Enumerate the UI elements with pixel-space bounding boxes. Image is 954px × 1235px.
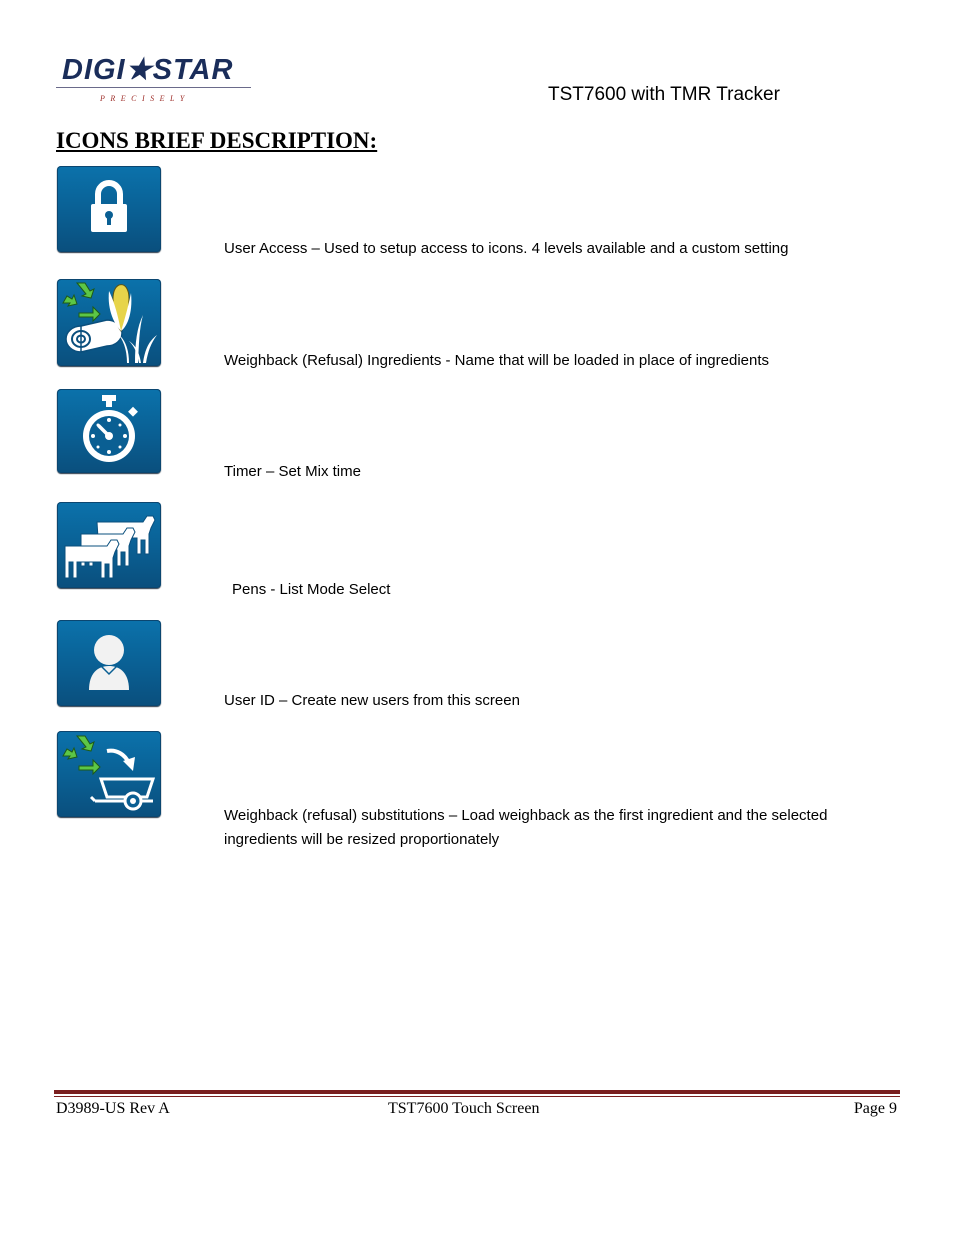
icon-description-timer: Timer – Set Mix time (224, 463, 361, 480)
lock-icon (57, 166, 161, 252)
weighback-ingredients-icon (57, 279, 161, 366)
icon-description-user-id: User ID – Create new users from this screen (224, 692, 520, 709)
footer-doc-title: TST7600 Touch Screen (388, 1100, 540, 1117)
footer-page-number: Page 9 (853, 1100, 897, 1117)
footer-rule (54, 1090, 900, 1094)
user-icon (57, 620, 161, 706)
digistar-logo (56, 52, 252, 104)
page-header-title: TST7600 with TMR Tracker (548, 84, 780, 105)
footer-rule-thin (54, 1096, 900, 1097)
cattle-pens-icon (57, 502, 161, 588)
logo-tagline: PRECISELY (100, 94, 190, 103)
logo-wordmark: DIGI★STAR (62, 54, 234, 86)
icon-description-pens: Pens - List Mode Select (232, 581, 391, 598)
footer-doc-id: D3989-US Rev A (56, 1100, 170, 1117)
icon-description-weighback-ingredients: Weighback (Refusal) Ingredients - Name that will be loaded in place of ingredients (224, 352, 770, 369)
icon-description-weighback-substitutions: Weighback (refusal) substitutions – Load weighback as the first ingredient and the selected ingredients will be resized proportionately (224, 807, 828, 848)
logo-divider (56, 87, 251, 88)
section-heading: ICONS BRIEF DESCRIPTION: (56, 128, 378, 153)
icon-description-user-access: User Access – Used to setup access to icons. 4 levels available and a custom setting (224, 240, 789, 257)
stopwatch-icon (57, 389, 161, 473)
weighback-substitution-icon (57, 731, 161, 817)
